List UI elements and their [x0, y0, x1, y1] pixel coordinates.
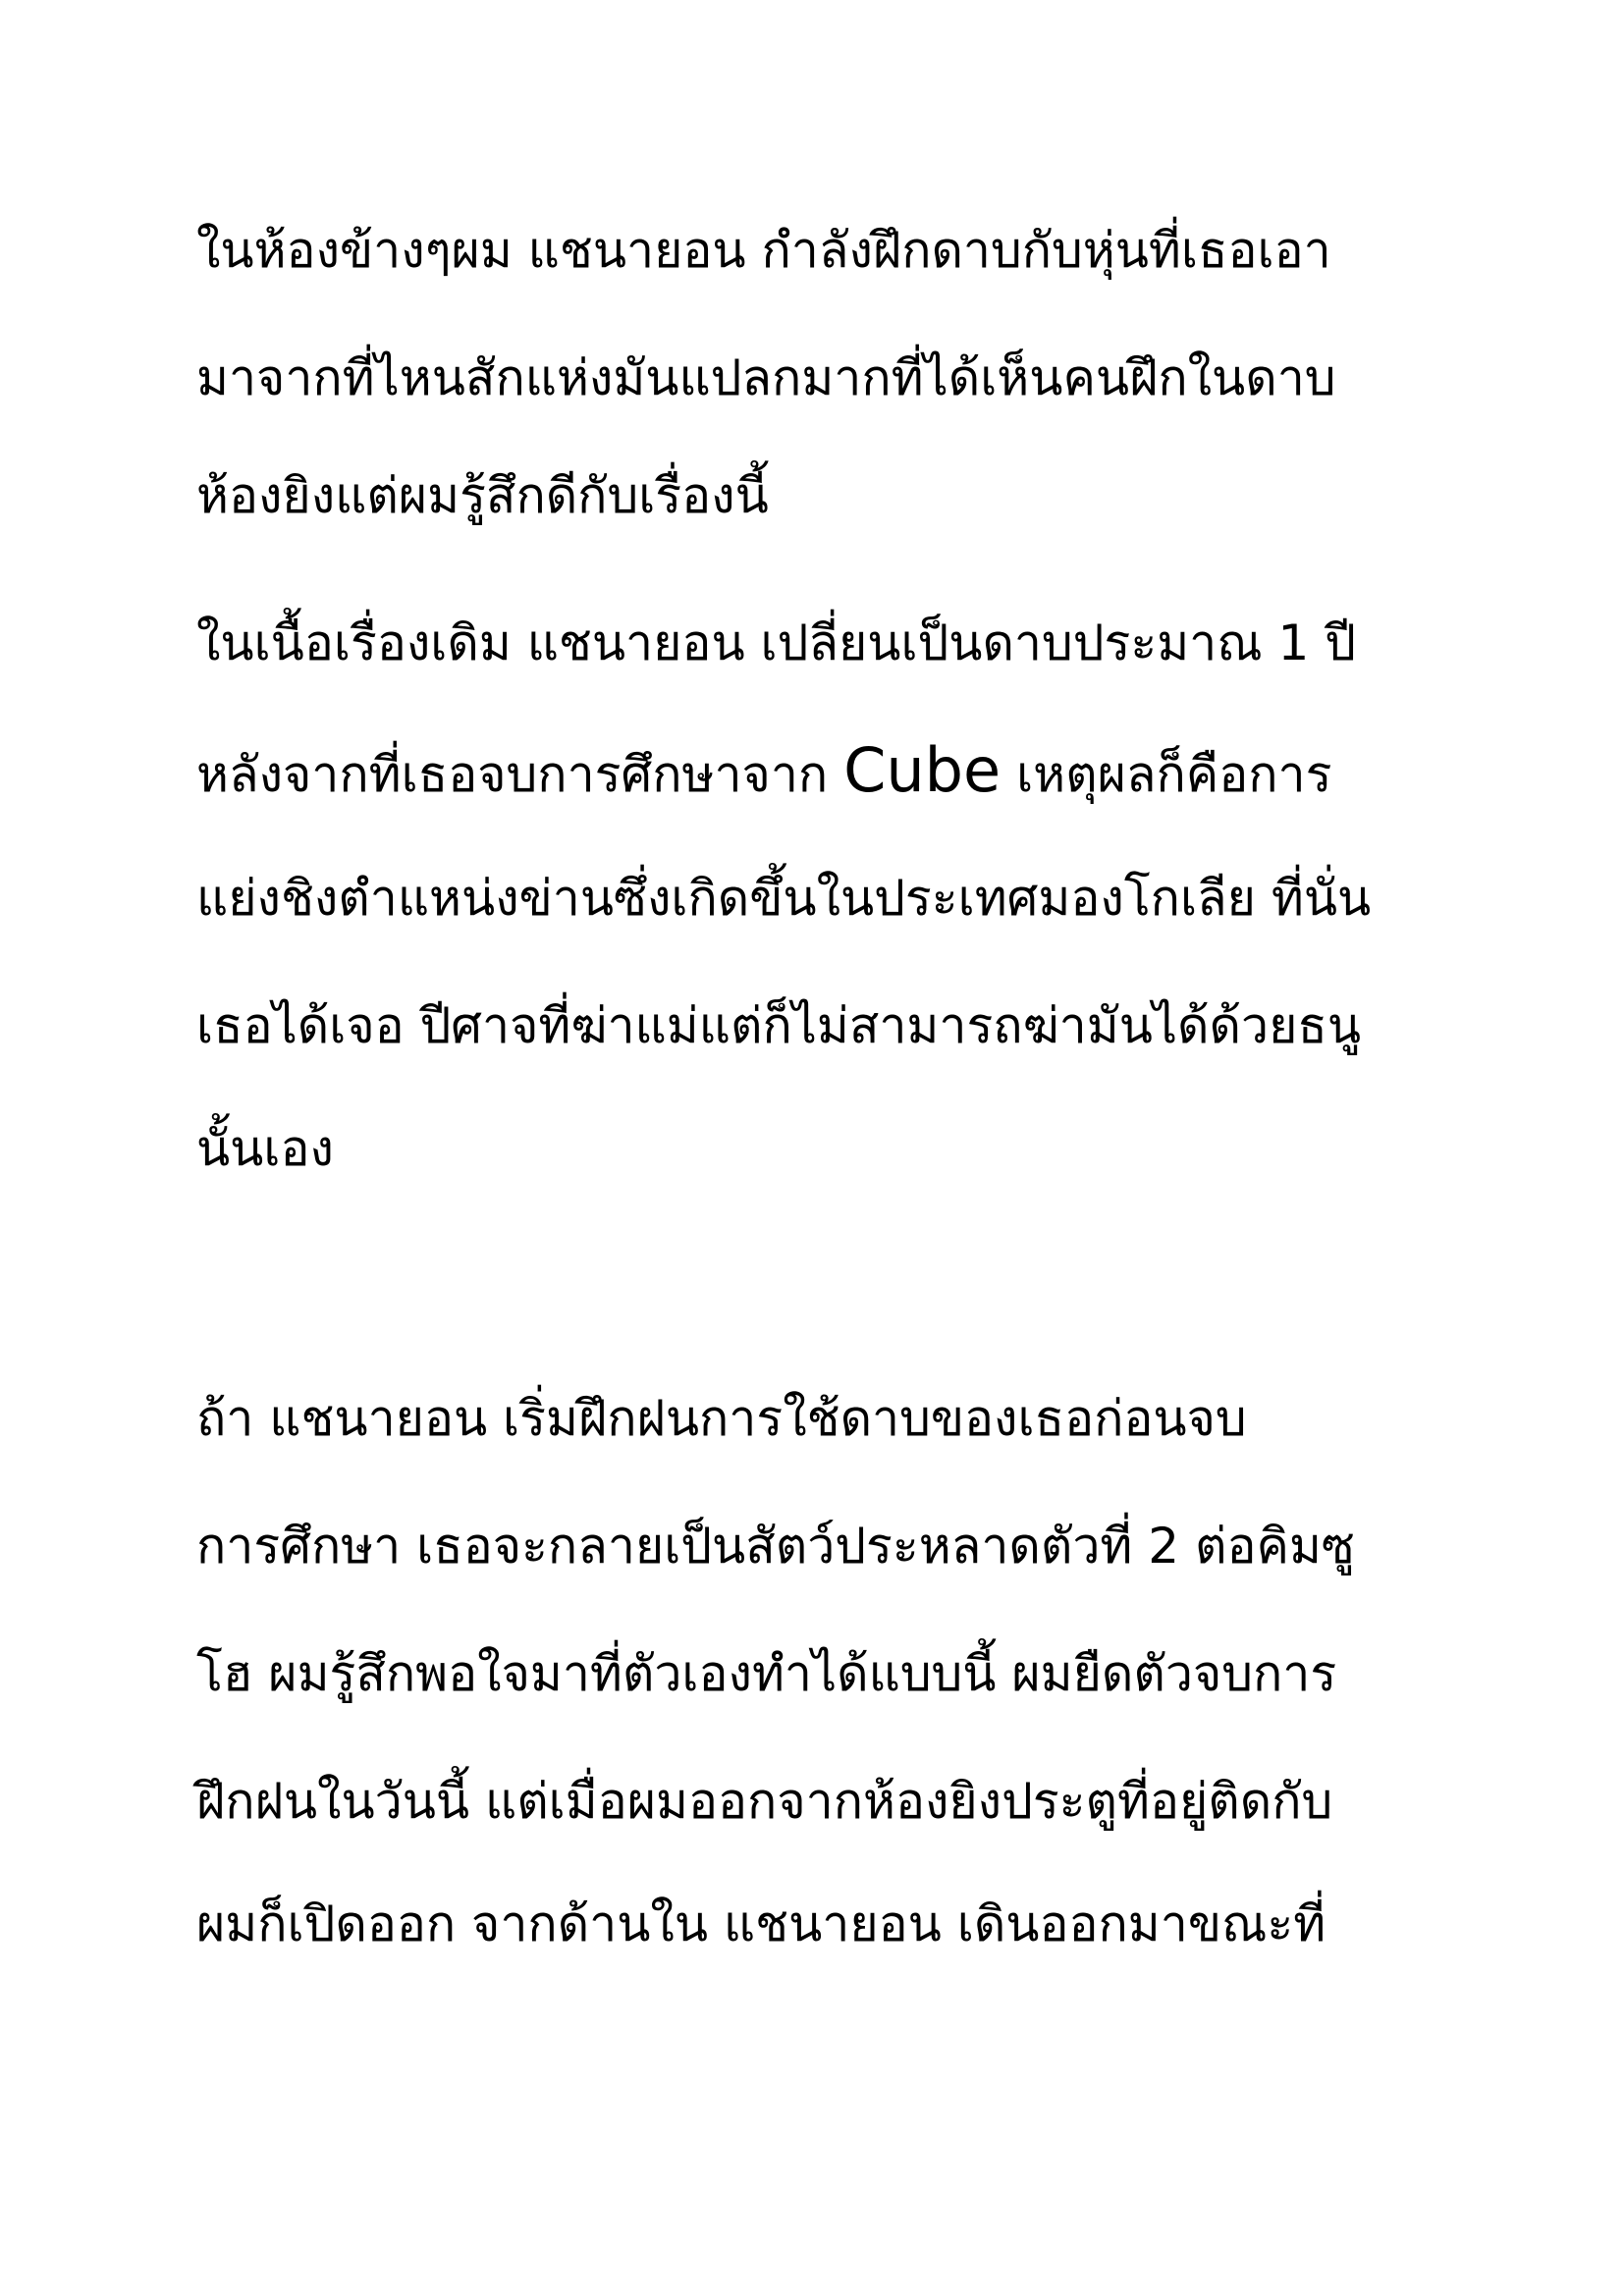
text-line: ผมก็เปิดออก จากด้านใน แชนายอน เดินออกมาขณะที่ — [196, 1896, 1326, 1952]
text-line: แย่งชิงตำแหน่งข่านซึ่งเกิดขึ้นในประเทศมองโกเลีย ที่นั่น — [196, 870, 1372, 927]
text-line: ในห้องข้างๆผม แชนายอน กำลังฝึกดาบกับหุ่นที่เธอเอา — [196, 222, 1331, 279]
text-segment: หลังจากที่เธอจบการศึกษาจาก — [196, 746, 844, 803]
cube-word: Cube — [843, 734, 1001, 806]
text-line — [196, 736, 1332, 809]
text-line: เธอได้เจอ ปีศาจที่ฆ่าแม่แต่ก็ไม่สามารถฆ่ามันได้ด้วยธนู — [196, 997, 1362, 1054]
text-line: การศึกษา เธอจะกลายเป็นสัตว์ประหลาดตัวที่ 2 ต่อคิมซู — [196, 1518, 1355, 1575]
text-line: นั้นเอง — [196, 1120, 334, 1177]
text-segment: เหตุผลก็คือการ — [1001, 746, 1332, 803]
text-line: ในเนื้อเรื่องเดิม แชนายอน เปลี่ยนเป็นดาบประมาณ 1 ปี — [196, 614, 1356, 671]
text-line: โฮ ผมรู้สึกพอใจมาที่ตัวเองทำได้แบบนี้ ผมยืดตัวจบการ — [196, 1645, 1337, 1702]
text-line: ห้องยิงแต่ผมรู้สึกดีกับเรื่องนี้ — [196, 467, 769, 524]
text-line: ถ้า แชนายอน เริ่มฝึกฝนการใช้ดาบของเธอก่อนจบ — [196, 1390, 1247, 1447]
text-line: ฝึกฝนในวันนี้ แต่เมื่อผมออกจากห้องยิงประตูที่อยู่ติดกับ — [196, 1773, 1333, 1830]
text-line: มาจากที่ไหนสักแห่งมันแปลกมากที่ได้เห็นคนฝึกในดาบ — [196, 349, 1336, 406]
